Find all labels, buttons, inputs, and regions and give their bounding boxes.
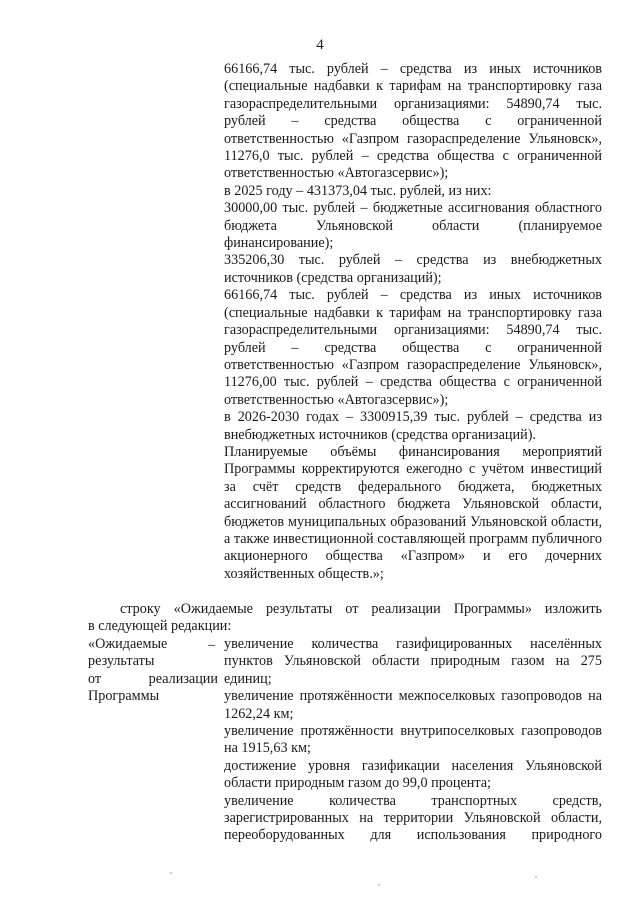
- financing-2025-other-sources: 66166,74 тыс. рублей – средства из иных источников (специальные надбавки к тарифам на транспортировку газа газораспределительными организациями: 54890,74 тыс. рублей – средства общества с ограниченной ответственностью «Газпром газораспределение Ульяновск», 11276,00 тыс. рублей – средства общества с ограниченной ответственностью «Автогазсервис»);: [224, 287, 602, 408]
- result-intersettlement-pipelines: увеличение протяжённости межпоселковых газопроводов на 1262,24 км;: [224, 688, 602, 722]
- scan-speck: [170, 872, 172, 874]
- financing-2025-regional-budget: 30000,00 тыс. рублей – бюджетные ассигнования областного бюджета Ульяновской области (планируемое финансирование);: [224, 200, 602, 252]
- results-label-from: от: [88, 670, 102, 687]
- results-label: [88, 636, 218, 706]
- results-label-line-4: Программы: [88, 688, 160, 705]
- results-label-implementation: реализации: [148, 670, 218, 687]
- instruction-line-1: строку «Ожидаемые результаты от реализации Программы» изложить: [120, 601, 602, 617]
- results-block: [224, 636, 602, 845]
- instruction-line-2: в следующей редакции:: [88, 618, 232, 635]
- results-label-line-1: «Ожидаемые: [88, 636, 168, 652]
- result-gasification-level: достижение уровня газификации населения Ульяновской области природным газом до 99,0 процента;: [224, 757, 602, 792]
- result-intrasettlement-pipelines: увеличение протяжённости внутрипоселковых газопроводов на 1915,63 км;: [224, 723, 602, 757]
- results-label-line-3: [88, 671, 218, 688]
- result-vehicles: увеличение количества транспортных средств, зарегистрированных на территории Ульяновской области, переоборудованных для использования природного: [224, 792, 602, 844]
- financing-block: [224, 61, 602, 583]
- results-label-line-2: результаты: [88, 653, 155, 670]
- results-label-dash: –: [208, 637, 216, 653]
- financing-2025-extrabudgetary: 335206,30 тыс. рублей – средства из внебюджетных источников (средства организаций);: [224, 252, 602, 286]
- scan-speck: [535, 876, 537, 878]
- financing-adjustment-note: Планируемые объёмы финансирования мероприятий Программы корректируются ежегодно с учётом инвестиций за счёт средств федерального бюджета, бюджетных ассигнований областного бюджета Ульяновской области, бюджетов муниципальных образований Ульяновской области, а также инвестиционной составляющей программ публичного акционерного общества «Газпром» и его дочерних хозяйственных обществ.»;: [224, 443, 602, 582]
- financing-2026-2030: в 2026-2030 годах – 3300915,39 тыс. рублей – средства из внебюджетных источников (средства организаций).: [224, 409, 602, 443]
- financing-other-sources-2024: 66166,74 тыс. рублей – средства из иных источников (специальные надбавки к тарифам на транспортировку газа газораспределительными организациями: 54890,74 тыс. рублей – средства общества с ограниченной ответственностью «Газпром газораспределение Ульяновск», 11276,0 тыс. рублей – средства общества с ограниченной ответственностью «Автогазсервис»);: [224, 61, 602, 182]
- scan-speck: [378, 884, 380, 886]
- financing-2025-total: в 2025 году – 431373,04 тыс. рублей, из них:: [224, 182, 492, 199]
- page-number: 4: [316, 37, 324, 53]
- result-settlements: увеличение количества газифицированных населённых пунктов Ульяновской области природным газом на 275 единиц;: [224, 636, 602, 687]
- amendment-instruction: [88, 601, 602, 636]
